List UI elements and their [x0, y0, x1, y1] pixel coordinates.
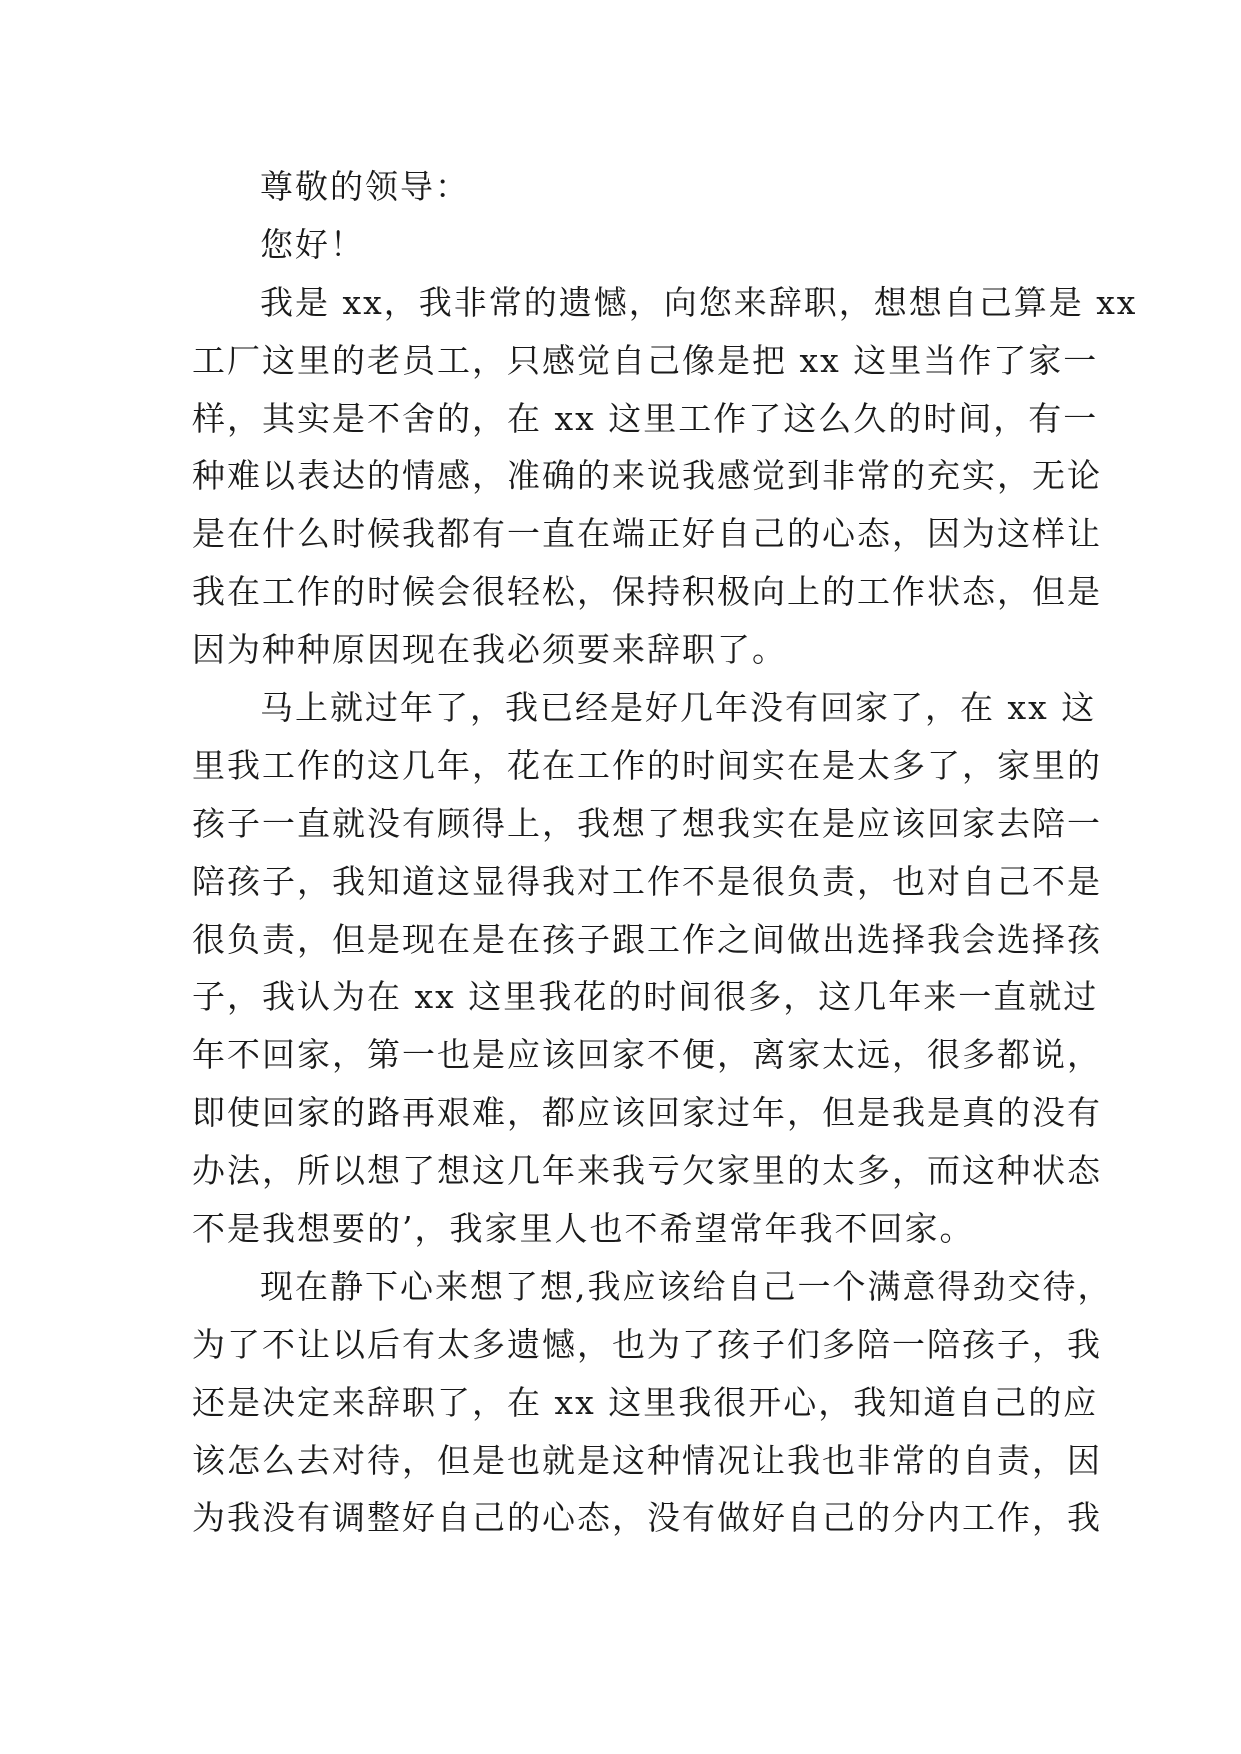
paragraph-line: 因为种种原因现在我必须要来辞职了。: [192, 630, 787, 670]
paragraph-line: 我是 xx，我非常的遗憾，向您来辞职，想想自己算是 xx: [260, 282, 1138, 322]
paragraph-line: 样，其实是不舍的，在 xx 这里工作了这么久的时间，有一: [192, 398, 1099, 438]
paragraph-line: 现在静下心来想了想,我应该给自己一个满意得劲交待，: [260, 1266, 1113, 1306]
paragraph-line: 不是我想要的’，我家里人也不希望常年我不回家。: [192, 1209, 975, 1249]
paragraph: [192, 274, 1138, 679]
paragraph-line: 为了不让以后有太多遗憾，也为了孩子们多陪一陪孩子，我: [192, 1324, 1102, 1364]
paragraph-line: 马上就过年了，我已经是好几年没有回家了，在 xx 这: [260, 688, 1097, 728]
paragraph: [192, 679, 1102, 1258]
paragraph-line: 还是决定来辞职了，在 xx 这里我很开心，我知道自己的应: [192, 1382, 1099, 1422]
paragraph-line: 里我工作的这几年，花在工作的时间实在是太多了，家里的: [192, 745, 1102, 785]
paragraph-line: 孩子一直就没有顾得上，我想了想我实在是应该回家去陪一: [192, 803, 1102, 843]
paragraph-line: 为我没有调整好自己的心态，没有做好自己的分内工作，我: [192, 1498, 1102, 1538]
paragraph-line: 子，我认为在 xx 这里我花的时间很多，这几年来一直就过: [192, 977, 1099, 1017]
letter-body: [192, 158, 1138, 1547]
paragraph-line: 陪孩子，我知道这显得我对工作不是很负责，也对自己不是: [192, 861, 1102, 901]
paragraph-line: 工厂这里的老员工，只感觉自己像是把 xx 这里当作了家一: [192, 340, 1099, 380]
paragraph-line: 种难以表达的情感，准确的来说我感觉到非常的充实，无论: [192, 456, 1102, 496]
paragraph-line: 即使回家的路再艰难，都应该回家过年，但是我是真的没有: [192, 1093, 1102, 1133]
salutation: 尊敬的领导：: [260, 167, 470, 206]
paragraph-line: 很负责，但是现在是在孩子跟工作之间做出选择我会选择孩: [192, 919, 1102, 959]
paragraph-line: 该怎么去对待，但是也就是这种情况让我也非常的自责，因: [192, 1440, 1102, 1480]
paragraph-line: 办法，所以想了想这几年来我亏欠家里的太多，而这种状态: [192, 1151, 1102, 1191]
paragraph-line: 年不回家，第一也是应该回家不便，离家太远，很多都说，: [192, 1035, 1102, 1075]
greeting: 您好！: [260, 224, 365, 264]
paragraph: [192, 1258, 1113, 1547]
paragraph-line: 我在工作的时候会很轻松，保持积极向上的工作状态，但是: [192, 572, 1102, 612]
paragraph-line: 是在什么时候我都有一直在端正好自己的心态，因为这样让: [192, 514, 1102, 554]
